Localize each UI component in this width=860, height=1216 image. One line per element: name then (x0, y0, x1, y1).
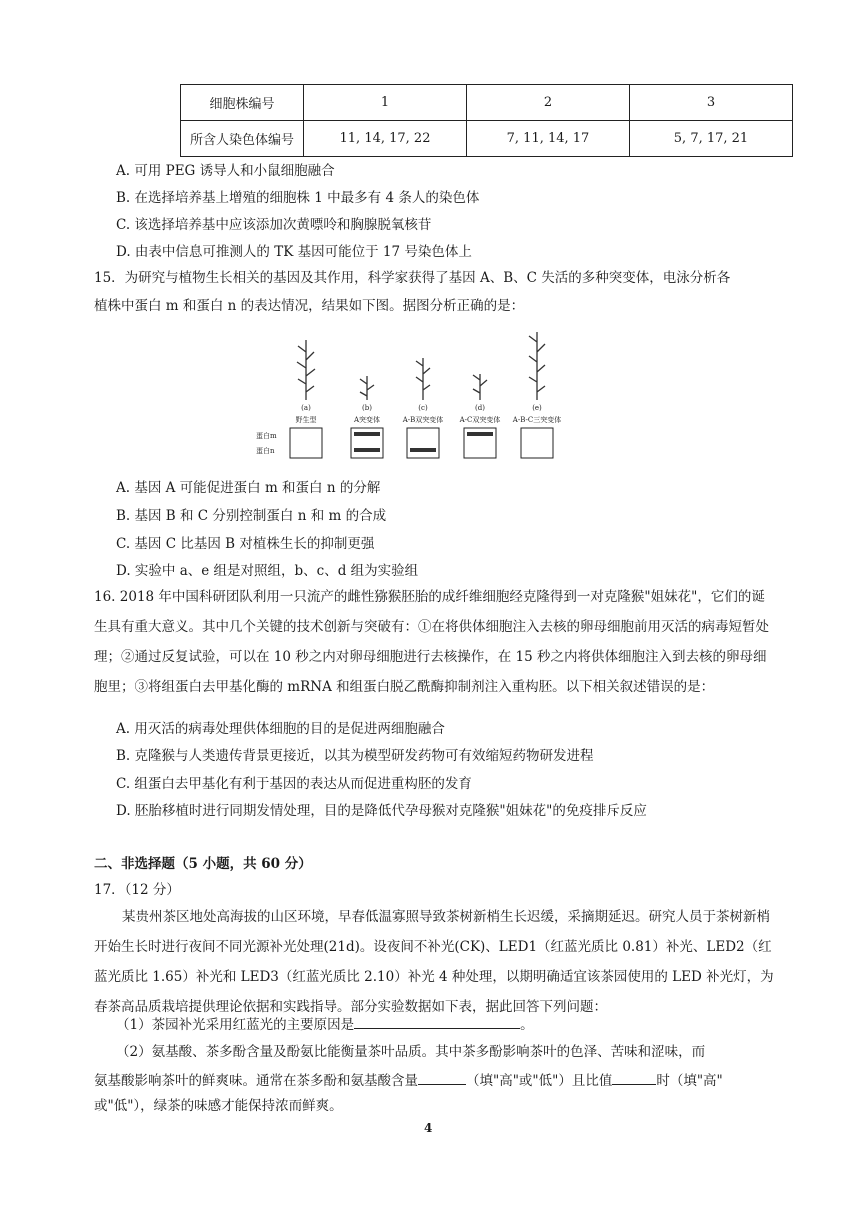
table-cell: 所含人染色体编号 (181, 121, 304, 157)
gel-band (354, 448, 380, 452)
table-header-cell: 2 (467, 85, 630, 121)
gel-box-a (290, 428, 322, 458)
answer-blank-2[interactable] (418, 1070, 466, 1085)
q14-option-a: A. 可用 PEG 诱导人和小鼠细胞融合 (116, 163, 335, 179)
plant-label: A突变体 (353, 416, 381, 424)
q17-sub2-line2 (94, 1070, 723, 1091)
plant-letter: (a) (301, 404, 311, 412)
q16-option-b: B. 克隆猴与人类遗传背景更接近，以其为模型研发药物可有效缩短药物研发进程 (116, 748, 594, 764)
q17-sub2-text3: 时（填"高" (656, 1073, 723, 1089)
plant-c-icon (416, 358, 430, 400)
cell-line-table (180, 84, 793, 157)
plant-e-icon (529, 332, 545, 400)
plant-letter: (c) (418, 404, 428, 412)
q15-stem-line1: 15．为研究与植物生长相关的基因及其作用，科学家获得了基因 A、B、C 失活的多种突变体，电泳分析各 (94, 270, 731, 286)
q17-sub2-line1: （2）氨基酸、茶多酚含量及酚氨比能衡量茶叶品质。其中茶多酚影响茶叶的色泽、苦味和涩味，而 (116, 1044, 706, 1060)
plant-b-icon (360, 376, 374, 400)
plant-a-icon (297, 340, 315, 400)
table-header-cell: 1 (304, 85, 467, 121)
table-header-cell: 细胞株编号 (181, 85, 304, 121)
gel-band (410, 448, 436, 452)
plant-letter: (e) (532, 404, 542, 412)
q15-option-b: B. 基因 B 和 C 分别控制蛋白 n 和 m 的合成 (116, 508, 387, 524)
protein-m-label: 蛋白m (256, 432, 277, 440)
plant-label: A-B双突变体 (402, 416, 444, 424)
q17-sub2-line3: 或"低"），绿茶的味感才能保持浓而鲜爽。 (94, 1098, 343, 1114)
section-title: 二、非选择题（5 小题，共 60 分） (94, 856, 312, 872)
mutant-figure (256, 322, 616, 462)
q17-sub2-text1: 氨基酸影响茶叶的鲜爽味。通常在茶多酚和氨基酸含量 (94, 1073, 418, 1089)
q16-stem: 16. 2018 年中国科研团队利用一只流产的雌性猕猴胚胎的成纤维细胞经克隆得到一对克隆猴"姐妹花"，它们的诞生具有重大意义。其中几个关键的技术创新与突破有：①在将供体细胞注入去核的卵母细胞前用灭活的病毒短暂处理；②通过反复试验，可以在 10 秒之内对卵母细胞进行去核操作，在 15 秒之内将供体细胞注入到去核的卵母细胞里；③将组蛋白去甲基化酶的 mRNA 和组蛋白脱乙酰酶抑制剂注入重构胚。以下相关叙述错误的是： (94, 589, 769, 695)
table-cell: 7, 11, 14, 17 (467, 121, 630, 157)
q14-option-c: C. 该选择培养基中应该添加次黄嘌呤和胸腺脱氧核苷 (116, 217, 432, 233)
table-header-row (181, 85, 793, 121)
q15-option-d: D. 实验中 a、e 组是对照组，b、c、d 组为实验组 (116, 563, 419, 579)
q14-option-b: B. 在选择培养基上增殖的细胞株 1 中最多有 4 条人的染色体 (116, 190, 480, 206)
table-row (181, 121, 793, 157)
table-cell: 11, 14, 17, 22 (304, 121, 467, 157)
q15-option-c: C. 基因 C 比基因 B 对植株生长的抑制更强 (116, 536, 375, 552)
q16-option-d: D. 胚胎移植时进行同期发情处理，目的是降低代孕母猴对克隆猴"姐妹花"的免疫排斥反应 (116, 803, 647, 819)
q14-option-d: D. 由表中信息可推测人的 TK 基因可能位于 17 号染色体上 (116, 244, 472, 260)
q17-sub2-text2: （填"高"或"低"）且比值 (466, 1073, 613, 1089)
plant-label: A-B-C三突变体 (512, 416, 562, 424)
table-cell: 5, 7, 17, 21 (630, 121, 793, 157)
plant-letter: (b) (362, 404, 372, 412)
plant-d-icon (473, 374, 487, 400)
page-number: 4 (424, 1121, 433, 1135)
plant-label: A-C双突变体 (459, 416, 501, 424)
plant-label: 野生型 (295, 416, 317, 424)
q17-sub1 (116, 1014, 534, 1035)
q15-stem-line2: 植株中蛋白 m 和蛋白 n 的表达情况，结果如下图。据图分析正确的是： (94, 298, 525, 314)
gel-box-e (521, 428, 553, 458)
q17-paragraph: 某贵州茶区地处高海拔的山区环境，早春低温寡照导致茶树新梢生长迟缓，采摘期延迟。研究人员于茶树新梢开始生长时进行夜间不同光源补光处理(21d)。设夜间不补光(CK)、LED1（红蓝光质比 0.81）补光、LED2（红蓝光质比 1.65）补光和 LED3（红蓝光质比 2.10）补光 4 种处理，以期明确适宜该茶园使用的 LED 补光灯，为春茶高品质栽培提供理论依据和实践指导。部分实验数据如下表，据此回答下列问题： (94, 909, 774, 1015)
q15-option-a: A. 基因 A 可能促进蛋白 m 和蛋白 n 的分解 (116, 480, 381, 496)
answer-blank-3[interactable] (612, 1070, 656, 1085)
plant-letter: (d) (475, 404, 485, 412)
q16-option-c: C. 组蛋白去甲基化有利于基因的表达从而促进重构胚的发育 (116, 776, 472, 792)
answer-blank-1[interactable] (354, 1014, 520, 1029)
gel-band (467, 432, 493, 436)
q16-option-a: A. 用灭活的病毒处理供体细胞的目的是促进两细胞融合 (116, 721, 445, 737)
protein-n-label: 蛋白n (256, 447, 275, 455)
q17-sub1-suffix: 。 (520, 1017, 534, 1033)
gel-box-c (407, 428, 439, 458)
q17-sub1-prefix: （1）茶园补光采用红蓝光的主要原因是 (116, 1017, 355, 1033)
q17-header: 17．（12 分） (94, 882, 180, 898)
table-header-cell: 3 (630, 85, 793, 121)
gel-band (354, 432, 380, 436)
